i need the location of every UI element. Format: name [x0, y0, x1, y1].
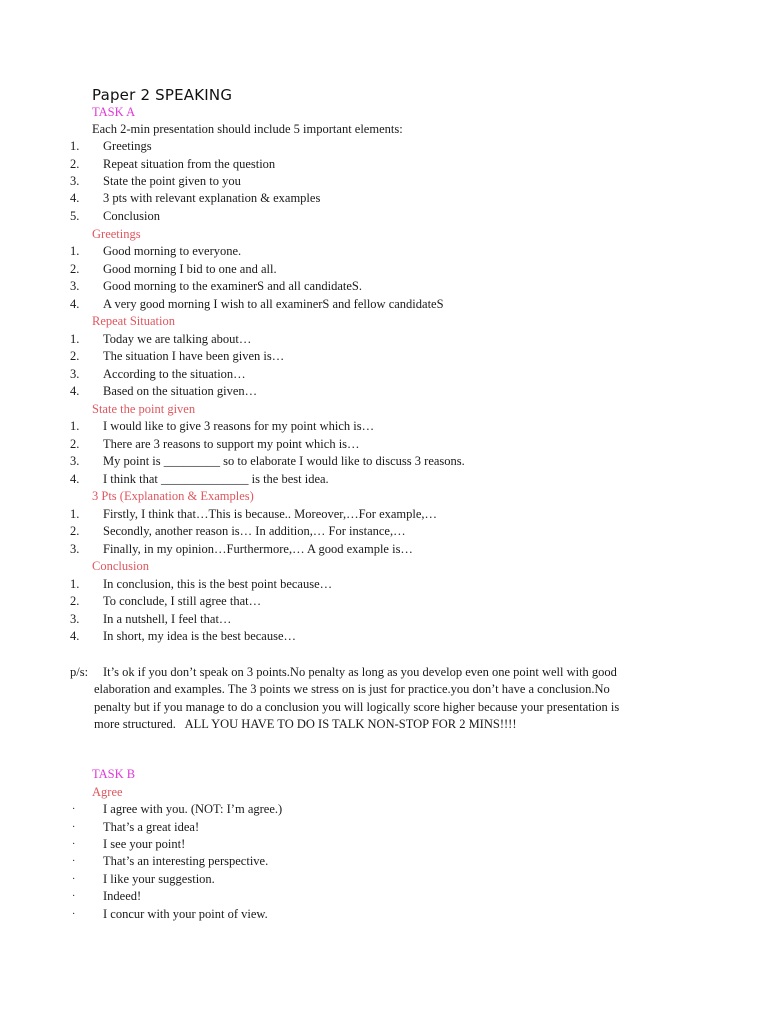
- bullet-icon: ·: [72, 804, 76, 815]
- list-item: 4. In short, my idea is the best because…: [70, 629, 297, 643]
- list-item: 2. Repeat situation from the question: [70, 157, 276, 171]
- bullet-icon: ·: [72, 891, 76, 902]
- list-item: · That’s an interesting perspective.: [72, 854, 269, 868]
- list-item: · I concur with your point of view.: [72, 907, 268, 921]
- bullet-icon: ·: [72, 856, 76, 867]
- list-item: 2. Good morning I bid to one and all.: [70, 262, 277, 276]
- task-a-heading: TASK A: [92, 105, 136, 119]
- list-item: 3. My point is _________ so to elaborate I would like to discuss 3 reasons.: [70, 454, 465, 468]
- list-item: 1. Today we are talking about…: [70, 332, 252, 346]
- list-item: 1. Greetings: [70, 139, 152, 153]
- ps-line: elaboration and examples. The 3 points we stress on is just for practice.you don’t have a conclusion.No: [94, 682, 610, 696]
- section-heading-state-point: State the point given: [92, 402, 196, 416]
- list-item: 3. According to the situation…: [70, 367, 246, 381]
- list-item: 4. I think that ______________ is the best idea.: [70, 472, 329, 486]
- task-b-heading: TASK B: [92, 767, 136, 781]
- list-item: 5. Conclusion: [70, 209, 160, 223]
- list-item: · I agree with you. (NOT: I’m agree.): [72, 802, 283, 816]
- section-heading-conclusion: Conclusion: [92, 559, 149, 573]
- list-item: 2. Secondly, another reason is… In addition,… For instance,…: [70, 524, 406, 538]
- list-item: · That’s a great idea!: [72, 820, 200, 834]
- list-item: 1. Firstly, I think that…This is because.. Moreover,…For example,…: [70, 507, 438, 521]
- list-item: 3. State the point given to you: [70, 174, 241, 188]
- section-heading-3-pts: 3 Pts (Explanation & Examples): [92, 489, 254, 503]
- list-item: 4. A very good morning I wish to all examinerS and fellow candidateS: [70, 297, 444, 311]
- ps-lead: p/s:: [70, 665, 89, 679]
- ps-line: more structured. ALL YOU HAVE TO DO IS TALK NON-STOP FOR 2 MINS!!!!: [94, 717, 517, 731]
- bullet-icon: ·: [72, 874, 76, 885]
- list-item: 3. In a nutshell, I feel that…: [70, 612, 232, 626]
- section-heading-agree: Agree: [92, 785, 123, 799]
- section-heading-repeat-situation: Repeat Situation: [92, 314, 175, 328]
- list-item: 2. The situation I have been given is…: [70, 349, 285, 363]
- list-item: 2. To conclude, I still agree that…: [70, 594, 262, 608]
- bullet-icon: ·: [72, 839, 76, 850]
- list-item: · I see your point!: [72, 837, 186, 851]
- list-item: 4. Based on the situation given…: [70, 384, 258, 398]
- task-a-intro: Each 2-min presentation should include 5 important elements:: [92, 122, 403, 136]
- bullet-icon: ·: [72, 822, 76, 833]
- list-item: 3. Good morning to the examinerS and all candidateS.: [70, 279, 362, 293]
- bullet-icon: ·: [72, 909, 76, 920]
- list-item: 3. Finally, in my opinion…Furthermore,… A good example is…: [70, 542, 413, 556]
- list-item: · I like your suggestion.: [72, 872, 215, 886]
- list-item: 4. 3 pts with relevant explanation & examples: [70, 191, 321, 205]
- list-item: 2. There are 3 reasons to support my point which is…: [70, 437, 360, 451]
- section-heading-greetings: Greetings: [92, 227, 141, 241]
- ps-line: penalty but if you manage to do a conclusion you will logically score higher because your presentation is: [94, 700, 620, 714]
- list-item: · Indeed!: [72, 889, 142, 903]
- page-title: Paper 2 SPEAKING: [92, 86, 233, 104]
- list-item: 1. I would like to give 3 reasons for my point which is…: [70, 419, 375, 433]
- ps-line: It’s ok if you don’t speak on 3 points.No penalty as long as you develop even one point well with good: [103, 665, 617, 679]
- list-item: 1. In conclusion, this is the best point because…: [70, 577, 333, 591]
- list-item: 1. Good morning to everyone.: [70, 244, 242, 258]
